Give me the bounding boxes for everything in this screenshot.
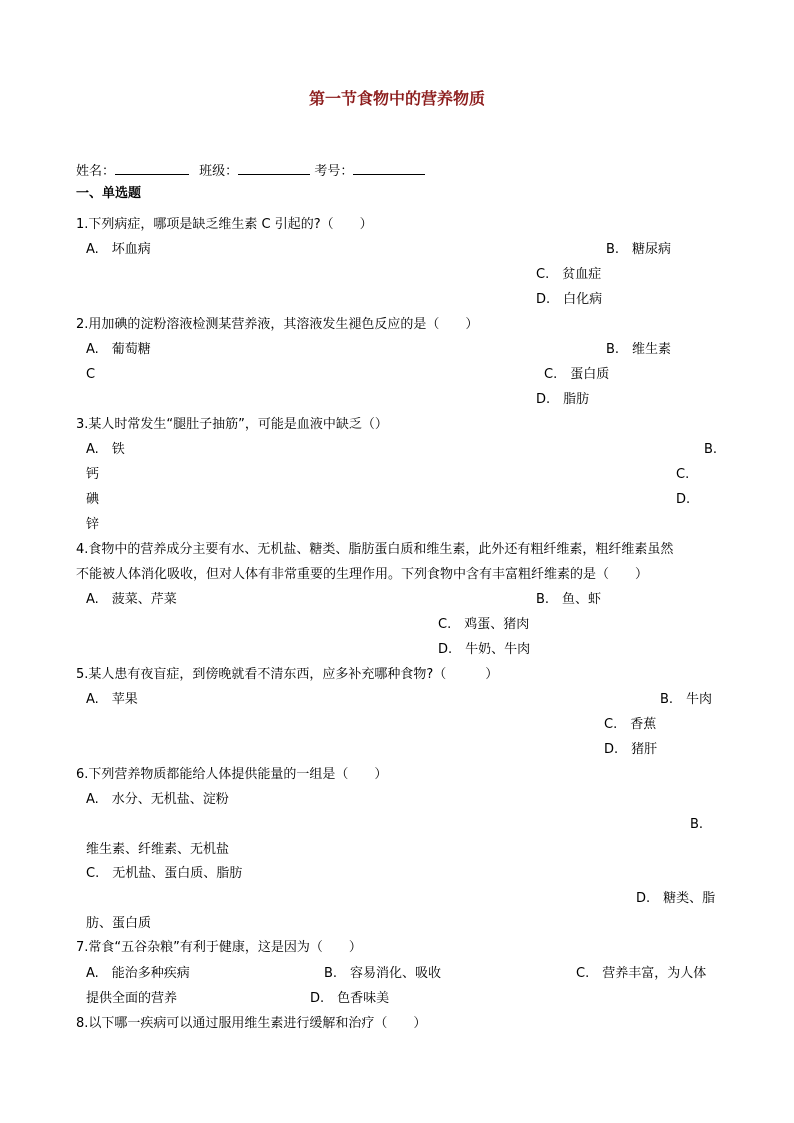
option-d: D. 牛奶、牛肉 (438, 642, 531, 657)
question-stem: 7.常食“五谷杂粮”有利于健康，这是因为（ ） (76, 940, 362, 955)
option-b: B. 容易消化、吸收 (324, 966, 442, 981)
option-a: A. 铁 (86, 442, 125, 457)
option-c-text: 碘 (86, 492, 100, 507)
option-a: A. 苹果 (86, 692, 138, 707)
question-stem: 3.某人时常发生“腿肚子抽筋”，可能是血液中缺乏（） (76, 417, 388, 432)
option-b: B. 鱼、虾 (536, 592, 602, 607)
option-b-label: B. (704, 442, 718, 457)
option-c: C. 香蕉 (604, 717, 657, 732)
option-d-continued: 肪、蛋白质 (86, 916, 152, 931)
option-c: C. 营养丰富，为人体 (576, 966, 707, 981)
option-a: A. 水分、无机盐、淀粉 (86, 792, 229, 807)
option-a: A. 坏血病 (86, 242, 151, 257)
option-d: D. 白化病 (536, 292, 603, 307)
question-stem: 8.以下哪一疾病可以通过服用维生素进行缓解和治疗（ ） (76, 1016, 427, 1031)
option-b-text: 维生素、纤维素、无机盐 (86, 842, 230, 857)
class-blank[interactable] (238, 162, 310, 175)
option-d: D. 色香味美 (310, 991, 390, 1006)
option-c-continued: 提供全面的营养 (86, 991, 178, 1006)
section-heading: 一、单选题 (76, 186, 142, 201)
question-stem: 5.某人患有夜盲症，到傍晚就看不清东西，应多补充哪种食物?（ ） (76, 667, 499, 682)
option-d: D. 脂肪 (536, 392, 590, 407)
option-b: B. 糖尿病 (606, 242, 672, 257)
option-d-label: D. (676, 492, 691, 507)
option-c: C. 无机盐、蛋白质、脂肪 (86, 866, 243, 881)
option-d: D. 猪肝 (604, 742, 658, 757)
class-label: 班级： (199, 164, 239, 179)
option-a: A. 能治多种疾病 (86, 966, 190, 981)
name-label: 姓名： (76, 164, 116, 179)
option-c: C. 鸡蛋、猪肉 (438, 617, 530, 632)
question-stem: 2.用加碘的淀粉溶液检测某营养液，其溶液发生褪色反应的是（ ） (76, 317, 479, 332)
name-blank[interactable] (115, 162, 189, 175)
option-b: B. 维生素 (606, 342, 672, 357)
option-c: C. 贫血症 (536, 267, 602, 282)
option-a: A. 葡萄糖 (86, 342, 151, 357)
question-stem: 1.下列病症，哪项是缺乏维生素 C 引起的?（ ） (76, 217, 373, 232)
option-b: B. 牛肉 (660, 692, 713, 707)
option-b-text: 钙 (86, 467, 100, 482)
option-a: A. 菠菜、芹菜 (86, 592, 177, 607)
option-b-continued: C (86, 367, 96, 382)
option-d: D. 糖类、脂 (636, 891, 716, 906)
page-title: 第一节食物中的营养物质 (308, 89, 485, 108)
question-stem: 6.下列营养物质都能给人体提供能量的一组是（ ） (76, 767, 388, 782)
option-d-text: 锌 (86, 517, 100, 532)
question-stem-line-1: 4.食物中的营养成分主要有水、无机盐、糖类、脂肪蛋白质和维生素，此外还有粗纤维素，粗纤维素虽然 (76, 542, 674, 557)
option-c: C. 蛋白质 (544, 367, 610, 382)
question-stem-line-2: 不能被人体消化吸收，但对人体有非常重要的生理作用。下列食物中含有丰富粗纤维素的是（ ） (76, 567, 649, 582)
option-c-label: C. (676, 467, 690, 482)
student-info-line (76, 162, 425, 180)
exam-number-label: 考号： (314, 164, 354, 179)
exam-number-blank[interactable] (353, 162, 425, 175)
option-b-label: B. (690, 817, 704, 832)
